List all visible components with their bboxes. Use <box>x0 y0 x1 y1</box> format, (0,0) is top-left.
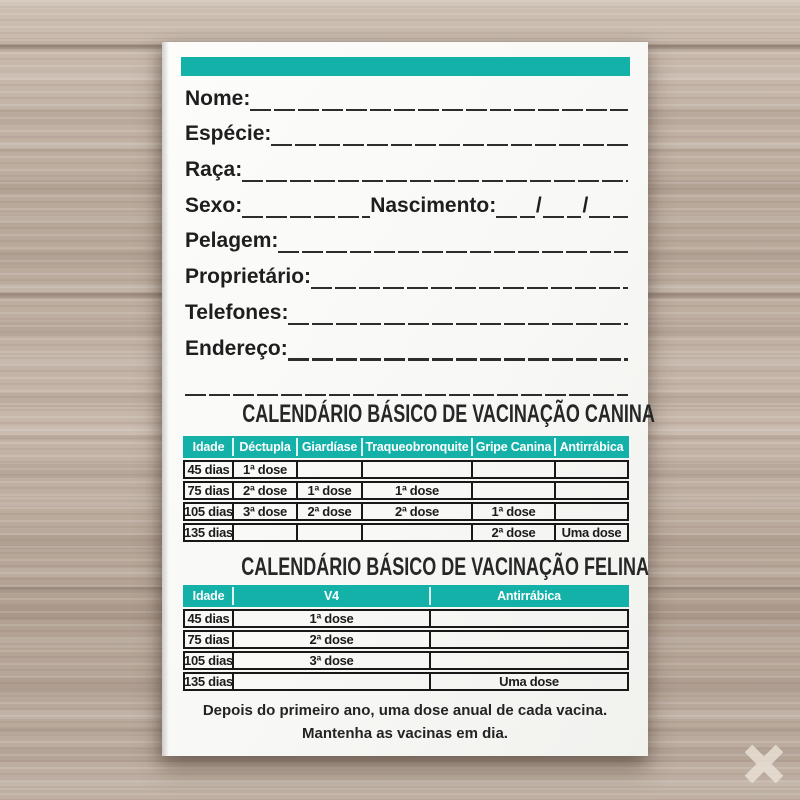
pet-info-form <box>185 73 628 394</box>
table-row <box>183 630 629 649</box>
endereco-label: Endereço: <box>185 336 288 360</box>
age-cell: 135 dias <box>184 525 233 540</box>
dose-cell: 1ª dose <box>234 611 431 626</box>
table-header-row <box>183 585 629 607</box>
dose-cell <box>556 504 627 519</box>
feline-vaccination-table <box>183 585 629 693</box>
vaccination-card <box>162 42 655 756</box>
dose-cell: 2ª dose <box>363 504 473 519</box>
reminder-line-1: Depois do primeiro ano, uma dose anual de cada vacina. <box>202 702 608 719</box>
column-header: Traqueobronquite <box>363 438 473 456</box>
birth-month-blank <box>543 216 582 218</box>
reminder-note <box>162 699 648 745</box>
nome-label: Nome: <box>185 86 251 110</box>
especie-label: Espécie: <box>185 122 272 146</box>
dose-cell <box>363 525 473 540</box>
nascimento-label: Nascimento: <box>370 193 497 217</box>
x-chevrons-watermark-icon <box>741 741 787 787</box>
birth-day-blank <box>496 216 535 218</box>
dose-cell: 1ª dose <box>473 504 556 519</box>
dose-cell: 3ª dose <box>234 653 431 668</box>
telefones-label: Telefones: <box>185 300 289 324</box>
endereco-continuation-line <box>185 394 628 396</box>
dose-cell: 2ª dose <box>234 632 431 647</box>
column-header: V4 <box>234 587 431 605</box>
raca-blank-line <box>242 180 628 182</box>
table-row <box>183 672 629 691</box>
age-cell: 105 dias <box>184 504 233 519</box>
dose-cell <box>298 525 363 540</box>
table-header-row <box>183 436 629 458</box>
column-header: Giardíase <box>298 438 363 456</box>
canine-table-title: CALENDÁRIO BÁSICO DE VACINAÇÃO CANINA <box>242 400 655 428</box>
dose-cell: 2ª dose <box>473 525 556 540</box>
table-row <box>183 651 629 670</box>
dose-cell: 1ª dose <box>234 462 298 477</box>
table-row <box>183 502 629 521</box>
dose-cell <box>473 483 556 498</box>
dose-cell <box>298 462 363 477</box>
dose-cell: Uma dose <box>561 525 622 540</box>
dose-cell: 1ª dose <box>363 483 473 498</box>
sexo-blank-line <box>242 216 370 218</box>
column-header: Idade <box>185 438 234 456</box>
dose-cell <box>234 525 298 540</box>
field-sexo-nascimento <box>185 180 628 216</box>
dose-cell <box>431 653 627 668</box>
dose-cell <box>556 483 627 498</box>
table-row <box>183 460 629 479</box>
field-nome <box>185 73 628 109</box>
birth-year-blank <box>589 216 628 218</box>
endereco-blank-line <box>288 358 628 360</box>
feline-table-title: CALENDÁRIO BÁSICO DE VACINAÇÃO FELINA <box>241 553 649 581</box>
dose-cell <box>363 462 473 477</box>
proprietario-blank-line <box>311 287 628 289</box>
dose-cell: 2ª dose <box>298 504 363 519</box>
dose-cell <box>473 462 556 477</box>
canine-vaccination-table <box>183 436 629 544</box>
pelagem-blank-line <box>278 251 628 253</box>
table-row <box>183 481 629 500</box>
reminder-line-2: Mantenha as vacinas em dia. <box>302 725 508 742</box>
column-header: Antirrábica <box>559 440 624 454</box>
age-cell: 45 dias <box>185 462 234 477</box>
age-cell: 105 dias <box>184 653 233 668</box>
sexo-label: Sexo: <box>185 193 243 217</box>
telefones-blank-line <box>288 323 628 325</box>
column-header: Déctupla <box>234 438 298 456</box>
field-endereco <box>185 323 628 359</box>
proprietario-label: Proprietário: <box>185 265 312 289</box>
dose-cell: Uma dose <box>499 674 559 689</box>
date-slash: / <box>582 193 589 217</box>
raca-label: Raça: <box>185 158 243 182</box>
age-cell: 75 dias <box>185 632 234 647</box>
age-cell: 45 dias <box>185 611 234 626</box>
dose-cell <box>556 462 627 477</box>
age-cell: 135 dias <box>184 674 233 689</box>
endereco-continuation-row <box>185 359 628 395</box>
dose-cell: 1ª dose <box>298 483 363 498</box>
dose-cell: 3ª dose <box>234 504 298 519</box>
dose-cell <box>234 674 431 689</box>
dose-cell: 2ª dose <box>234 483 298 498</box>
field-especie <box>185 109 628 145</box>
field-pelagem <box>185 216 628 252</box>
field-raca <box>185 144 628 180</box>
field-telefones <box>185 287 628 323</box>
column-header: Gripe Canina <box>473 438 556 456</box>
table-row <box>183 523 629 542</box>
column-header: Antirrábica <box>497 589 561 603</box>
date-slash: / <box>535 193 542 217</box>
age-cell: 75 dias <box>185 483 234 498</box>
field-proprietario <box>185 251 628 287</box>
especie-blank-line <box>271 144 628 146</box>
nome-blank-line <box>250 109 628 111</box>
dose-cell <box>431 611 627 626</box>
dose-cell <box>431 632 627 647</box>
table-row <box>183 609 629 628</box>
pelagem-label: Pelagem: <box>185 229 279 253</box>
column-header: Idade <box>185 587 234 605</box>
